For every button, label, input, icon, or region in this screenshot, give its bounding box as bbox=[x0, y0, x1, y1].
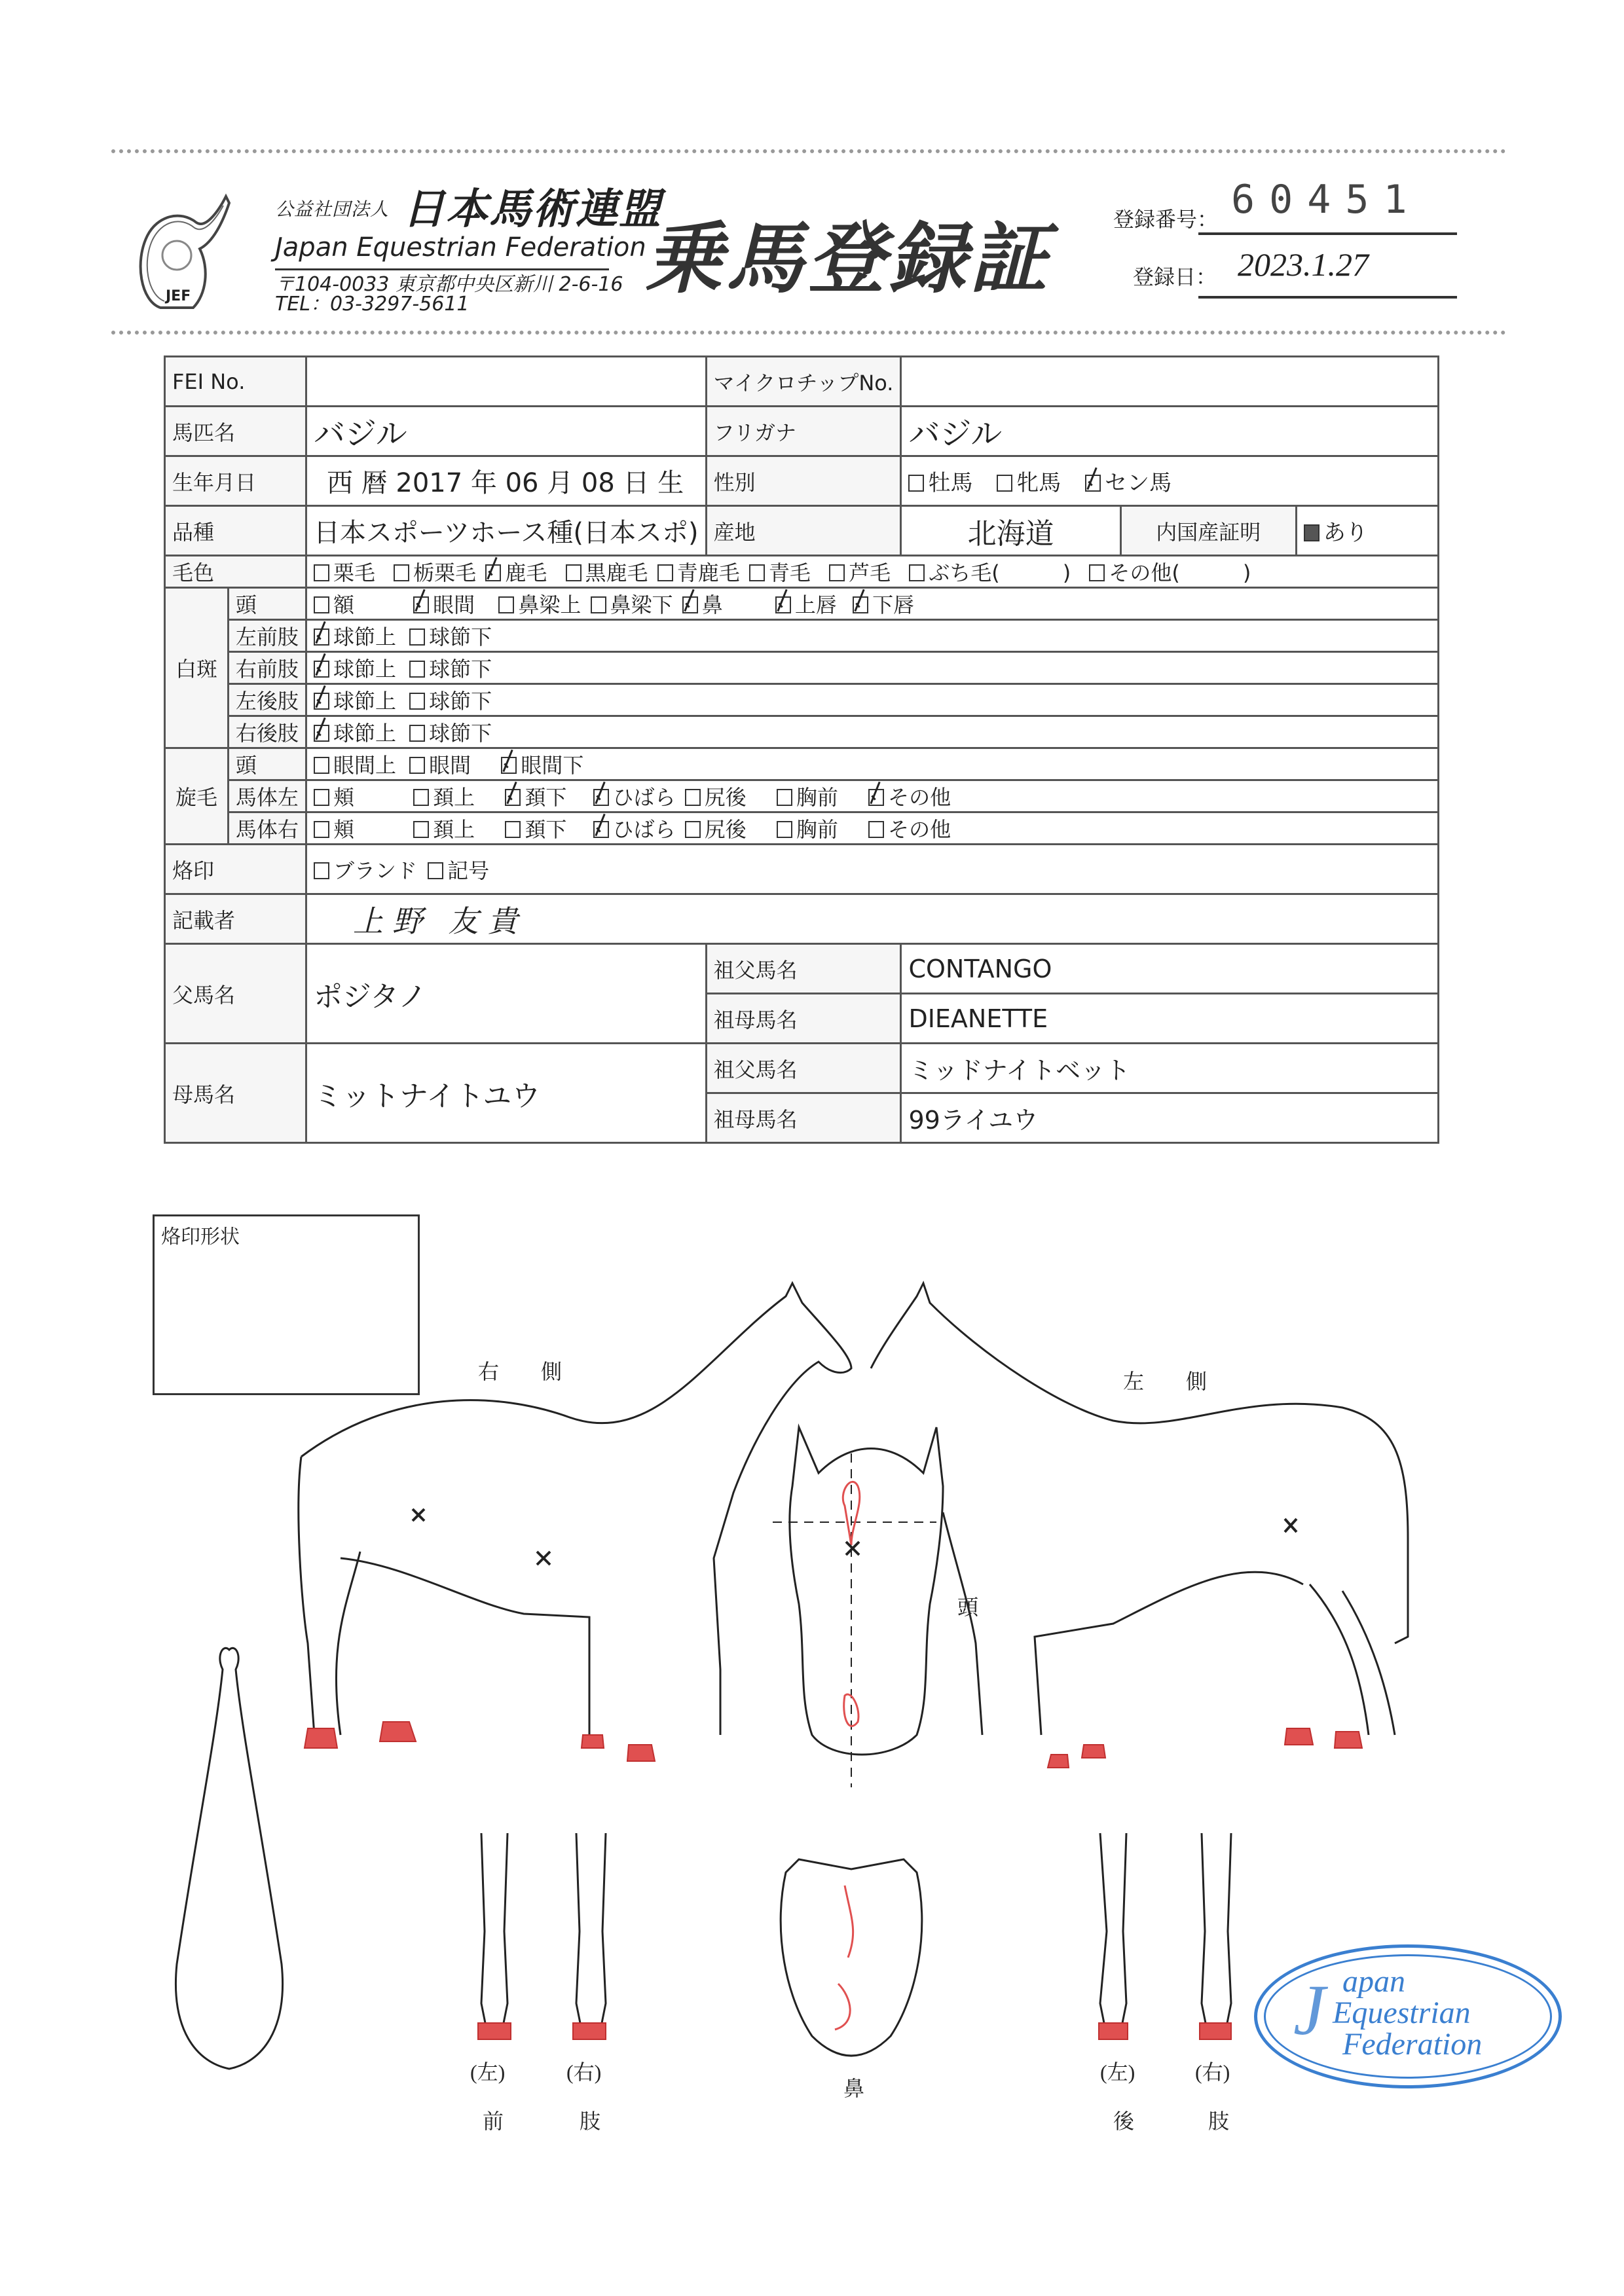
microchip-label: マイクロチップNo. bbox=[706, 357, 901, 407]
white-lh-options bbox=[306, 684, 1438, 716]
white-option-checked[interactable]: 下唇 bbox=[853, 589, 914, 619]
white-option[interactable]: 球節下 bbox=[409, 685, 492, 715]
whorl-head-options bbox=[306, 748, 1438, 780]
coat-color-options bbox=[306, 556, 1438, 588]
white-option-checked[interactable]: 球節上 bbox=[314, 717, 396, 747]
white-lf-options bbox=[306, 620, 1438, 652]
sire-granddam-value: DIEANETTE bbox=[901, 994, 1439, 1044]
fore-limb-label-1: 前 bbox=[483, 2109, 504, 2133]
sex-option-mare[interactable] bbox=[997, 465, 1061, 497]
microchip-value bbox=[901, 357, 1439, 407]
row-white-rh bbox=[165, 716, 1439, 748]
row-white-head bbox=[165, 588, 1439, 620]
front-head-outline bbox=[790, 1427, 943, 1755]
left-side-horse-body bbox=[871, 1283, 1408, 1735]
whorl-option-checked[interactable]: 眼間下 bbox=[501, 749, 583, 779]
brand-shape-label: 烙印形状 bbox=[161, 1226, 240, 1248]
white-option[interactable]: 球節下 bbox=[409, 621, 492, 651]
document-title: 乗馬登録証 bbox=[645, 213, 1052, 304]
fore-left-label: (左) bbox=[470, 2060, 506, 2084]
white-lh-label: 左後肢 bbox=[228, 684, 306, 716]
brand-label: 烙印 bbox=[165, 845, 306, 894]
jef-logo bbox=[134, 183, 246, 314]
muzzle-outline bbox=[781, 1859, 922, 2056]
whorl-option[interactable]: 尻後 bbox=[685, 781, 747, 811]
option-label: 牡馬 bbox=[928, 470, 973, 496]
white-option[interactable]: 額 bbox=[314, 589, 354, 619]
white-option[interactable]: 鼻梁下 bbox=[591, 589, 673, 619]
whorl-option[interactable]: その他 bbox=[868, 813, 951, 843]
sex-options bbox=[901, 456, 1439, 506]
brand-option[interactable]: ブランド bbox=[314, 854, 417, 884]
row-name bbox=[165, 407, 1439, 456]
registration-form-table bbox=[164, 355, 1439, 1144]
whorl-right-options bbox=[306, 812, 1438, 845]
stamp-line-1: apan bbox=[1342, 1964, 1405, 1999]
row-sire-1 bbox=[165, 944, 1439, 994]
dam-label: 母馬名 bbox=[165, 1044, 306, 1143]
recorder-signature bbox=[306, 894, 1438, 944]
org-prefix: 公益社団法人 bbox=[275, 198, 390, 220]
jef-official-stamp bbox=[1254, 1944, 1562, 2088]
whorl-option[interactable]: 眼間 bbox=[409, 749, 471, 779]
row-breed-origin bbox=[165, 506, 1439, 556]
org-tel: TEL：03-3297-5611 bbox=[275, 293, 470, 316]
brand-options bbox=[306, 845, 1438, 894]
coat-option[interactable]: 青毛 bbox=[749, 556, 811, 587]
horse-name-value: バジル bbox=[306, 407, 706, 456]
sire-value: ポジタノ bbox=[306, 944, 706, 1044]
row-white-lf bbox=[165, 620, 1439, 652]
row-fei-microchip bbox=[165, 357, 1439, 407]
breed-value: 日本スポーツホース種(日本スポ) bbox=[306, 506, 706, 556]
whorl-option[interactable]: 頚上 bbox=[413, 813, 475, 843]
recorder-label: 記載者 bbox=[165, 894, 306, 944]
option-label: 牝馬 bbox=[1016, 470, 1061, 496]
registration-number-underline bbox=[1198, 232, 1457, 235]
right-side-horse-body bbox=[299, 1283, 851, 1735]
row-white-rf bbox=[165, 652, 1439, 684]
sire-grandsire-label: 祖父馬名 bbox=[706, 944, 901, 994]
option-label: セン馬 bbox=[1105, 470, 1172, 496]
whorl-option[interactable]: 頬 bbox=[314, 813, 354, 843]
white-option-checked[interactable]: 球節上 bbox=[314, 653, 396, 683]
registration-date: 2023.1.27 bbox=[1238, 246, 1369, 283]
white-option-checked[interactable]: 鼻 bbox=[682, 589, 723, 619]
checkbox-filled[interactable] bbox=[1304, 524, 1320, 541]
coat-color-label: 毛色 bbox=[165, 556, 306, 588]
dam-grandsire-value: ミッドナイトベット bbox=[901, 1044, 1439, 1093]
right-side-label: 右 側 bbox=[478, 1360, 563, 1383]
dam-granddam-value: 99ライユウ bbox=[901, 1093, 1439, 1143]
stamp-initial: J bbox=[1293, 1970, 1325, 2050]
white-head-label: 頭 bbox=[228, 588, 306, 620]
dam-grandsire-label: 祖父馬名 bbox=[706, 1044, 901, 1093]
row-white-lh bbox=[165, 684, 1439, 716]
whorl-option[interactable]: 尻後 bbox=[685, 813, 747, 843]
white-head-options bbox=[306, 588, 1438, 620]
fore-right-leg bbox=[576, 1833, 606, 2036]
stamp-line-2: Equestrian bbox=[1333, 1995, 1471, 2030]
whorl-option[interactable]: 胸前 bbox=[777, 813, 838, 843]
coat-option[interactable]: 栃栗毛 bbox=[394, 556, 476, 587]
whorl-x-marks bbox=[413, 1509, 1297, 1565]
domestic-cert-cell bbox=[1296, 506, 1438, 556]
white-option-checked[interactable]: 球節上 bbox=[314, 685, 396, 715]
birth-date-value: 西 暦 2017 年 06 月 08 日 生 bbox=[306, 456, 706, 506]
whorl-option-checked[interactable]: ひばら bbox=[593, 781, 676, 811]
checkbox-checked[interactable] bbox=[1085, 475, 1101, 492]
whorl-option[interactable]: 頬 bbox=[314, 781, 354, 811]
hind-limb-label-2: 肢 bbox=[1208, 2109, 1230, 2133]
whorl-left-label: 馬体左 bbox=[228, 780, 306, 812]
furigana-value: バジル bbox=[901, 407, 1439, 456]
registration-number-label: 登録番号： bbox=[1113, 207, 1219, 232]
coat-option[interactable]: ぶち毛( ) bbox=[909, 556, 1071, 587]
breed-label: 品種 bbox=[165, 506, 306, 556]
fore-limb-label-2: 肢 bbox=[580, 2109, 601, 2133]
head-label: 頭 bbox=[957, 1595, 979, 1619]
fei-no-value bbox=[306, 357, 706, 407]
white-markings-label: 白斑 bbox=[165, 588, 229, 748]
origin-value: 北海道 bbox=[901, 506, 1120, 556]
org-name: 日本馬術連盟 bbox=[403, 185, 662, 234]
top-view-outline bbox=[175, 1648, 282, 2069]
whorl-head-label: 頭 bbox=[228, 748, 306, 780]
header-bottom-border bbox=[111, 331, 1506, 341]
white-option[interactable]: 鼻梁上 bbox=[498, 589, 581, 619]
horse-name-label: 馬匹名 bbox=[165, 407, 306, 456]
org-divider bbox=[275, 268, 609, 270]
hind-left-leg bbox=[1100, 1833, 1126, 2036]
domestic-cert-label: 内国産証明 bbox=[1120, 506, 1296, 556]
row-recorder bbox=[165, 894, 1439, 944]
left-side-label: 左 側 bbox=[1123, 1370, 1208, 1393]
whorl-option[interactable]: 胸前 bbox=[777, 781, 838, 811]
stamp-line-3: Federation bbox=[1342, 2027, 1483, 2062]
registration-date-label: 登録日： bbox=[1133, 264, 1217, 289]
whorls-label: 旋毛 bbox=[165, 748, 229, 845]
sex-option-gelding[interactable] bbox=[1085, 465, 1172, 497]
white-rf-label: 右前肢 bbox=[228, 652, 306, 684]
fore-left-leg bbox=[481, 1833, 507, 2036]
white-option-checked[interactable]: 上唇 bbox=[775, 589, 837, 619]
coat-option[interactable]: その他( ) bbox=[1089, 556, 1251, 587]
checkbox[interactable] bbox=[908, 475, 924, 492]
muzzle-label: 鼻 bbox=[843, 2077, 865, 2100]
origin-label: 産地 bbox=[706, 506, 901, 556]
brand-option[interactable]: 記号 bbox=[428, 854, 489, 884]
domestic-cert-value: あり bbox=[1323, 520, 1368, 546]
fore-right-label: (右) bbox=[566, 2060, 602, 2084]
sex-label: 性別 bbox=[706, 456, 901, 506]
whorl-option-checked[interactable]: その他 bbox=[868, 781, 951, 811]
checkbox[interactable] bbox=[997, 475, 1012, 492]
header-top-border bbox=[111, 149, 1506, 160]
row-birth-sex bbox=[165, 456, 1439, 506]
coat-option[interactable]: 青鹿毛 bbox=[657, 556, 740, 587]
white-lf-label: 左前肢 bbox=[228, 620, 306, 652]
whorl-option-checked[interactable]: ひばら bbox=[593, 813, 676, 843]
fei-no-label: FEI No. bbox=[165, 357, 306, 407]
whorl-option[interactable]: 頚上 bbox=[413, 781, 475, 811]
sex-option-stallion[interactable] bbox=[908, 465, 972, 497]
hind-left-label: (左) bbox=[1100, 2060, 1135, 2084]
signature: 上野 友貴 bbox=[352, 904, 527, 938]
org-address: 〒104-0033 東京都中央区新川 2-6-16 bbox=[275, 273, 623, 296]
whorl-left-options bbox=[306, 780, 1438, 812]
dam-value: ミットナイトユウ bbox=[306, 1044, 706, 1143]
sire-granddam-label: 祖母馬名 bbox=[706, 994, 901, 1044]
registration-number: 60451 bbox=[1231, 177, 1422, 223]
whorl-option[interactable]: 頚下 bbox=[505, 813, 566, 843]
sire-label: 父馬名 bbox=[165, 944, 306, 1044]
row-brand bbox=[165, 845, 1439, 894]
whorl-option-checked[interactable]: 頚下 bbox=[505, 781, 566, 811]
white-option[interactable]: 球節下 bbox=[409, 653, 492, 683]
row-coat-color bbox=[165, 556, 1439, 588]
birth-date-label: 生年月日 bbox=[165, 456, 306, 506]
white-option-checked[interactable]: 球節上 bbox=[314, 621, 396, 651]
coat-option[interactable]: 黒鹿毛 bbox=[566, 556, 648, 587]
row-whorl-left bbox=[165, 780, 1439, 812]
hind-right-leg bbox=[1202, 1833, 1231, 2036]
white-rh-label: 右後肢 bbox=[228, 716, 306, 748]
whorl-option[interactable]: 眼間上 bbox=[314, 749, 396, 779]
logo-text: JEF bbox=[166, 288, 191, 304]
registration-date-underline bbox=[1198, 296, 1457, 299]
white-option[interactable]: 球節下 bbox=[409, 717, 492, 747]
hind-limb-label-1: 後 bbox=[1113, 2109, 1135, 2133]
white-rh-options bbox=[306, 716, 1438, 748]
coat-option-checked[interactable]: 鹿毛 bbox=[485, 556, 547, 587]
coat-option[interactable]: 栗毛 bbox=[314, 556, 375, 587]
hind-right-label: (右) bbox=[1195, 2060, 1230, 2084]
org-name-en: Japan Equestrian Federation bbox=[275, 232, 646, 263]
sire-grandsire-value: CONTANGO bbox=[901, 944, 1439, 994]
row-whorl-head bbox=[165, 748, 1439, 780]
whorl-right-label: 馬体右 bbox=[228, 812, 306, 845]
row-whorl-right bbox=[165, 812, 1439, 845]
coat-option[interactable]: 芦毛 bbox=[829, 556, 891, 587]
row-dam-1 bbox=[165, 1044, 1439, 1093]
dam-granddam-label: 祖母馬名 bbox=[706, 1093, 901, 1143]
white-option-checked[interactable]: 眼間 bbox=[413, 589, 475, 619]
white-rf-options bbox=[306, 652, 1438, 684]
furigana-label: フリガナ bbox=[706, 407, 901, 456]
